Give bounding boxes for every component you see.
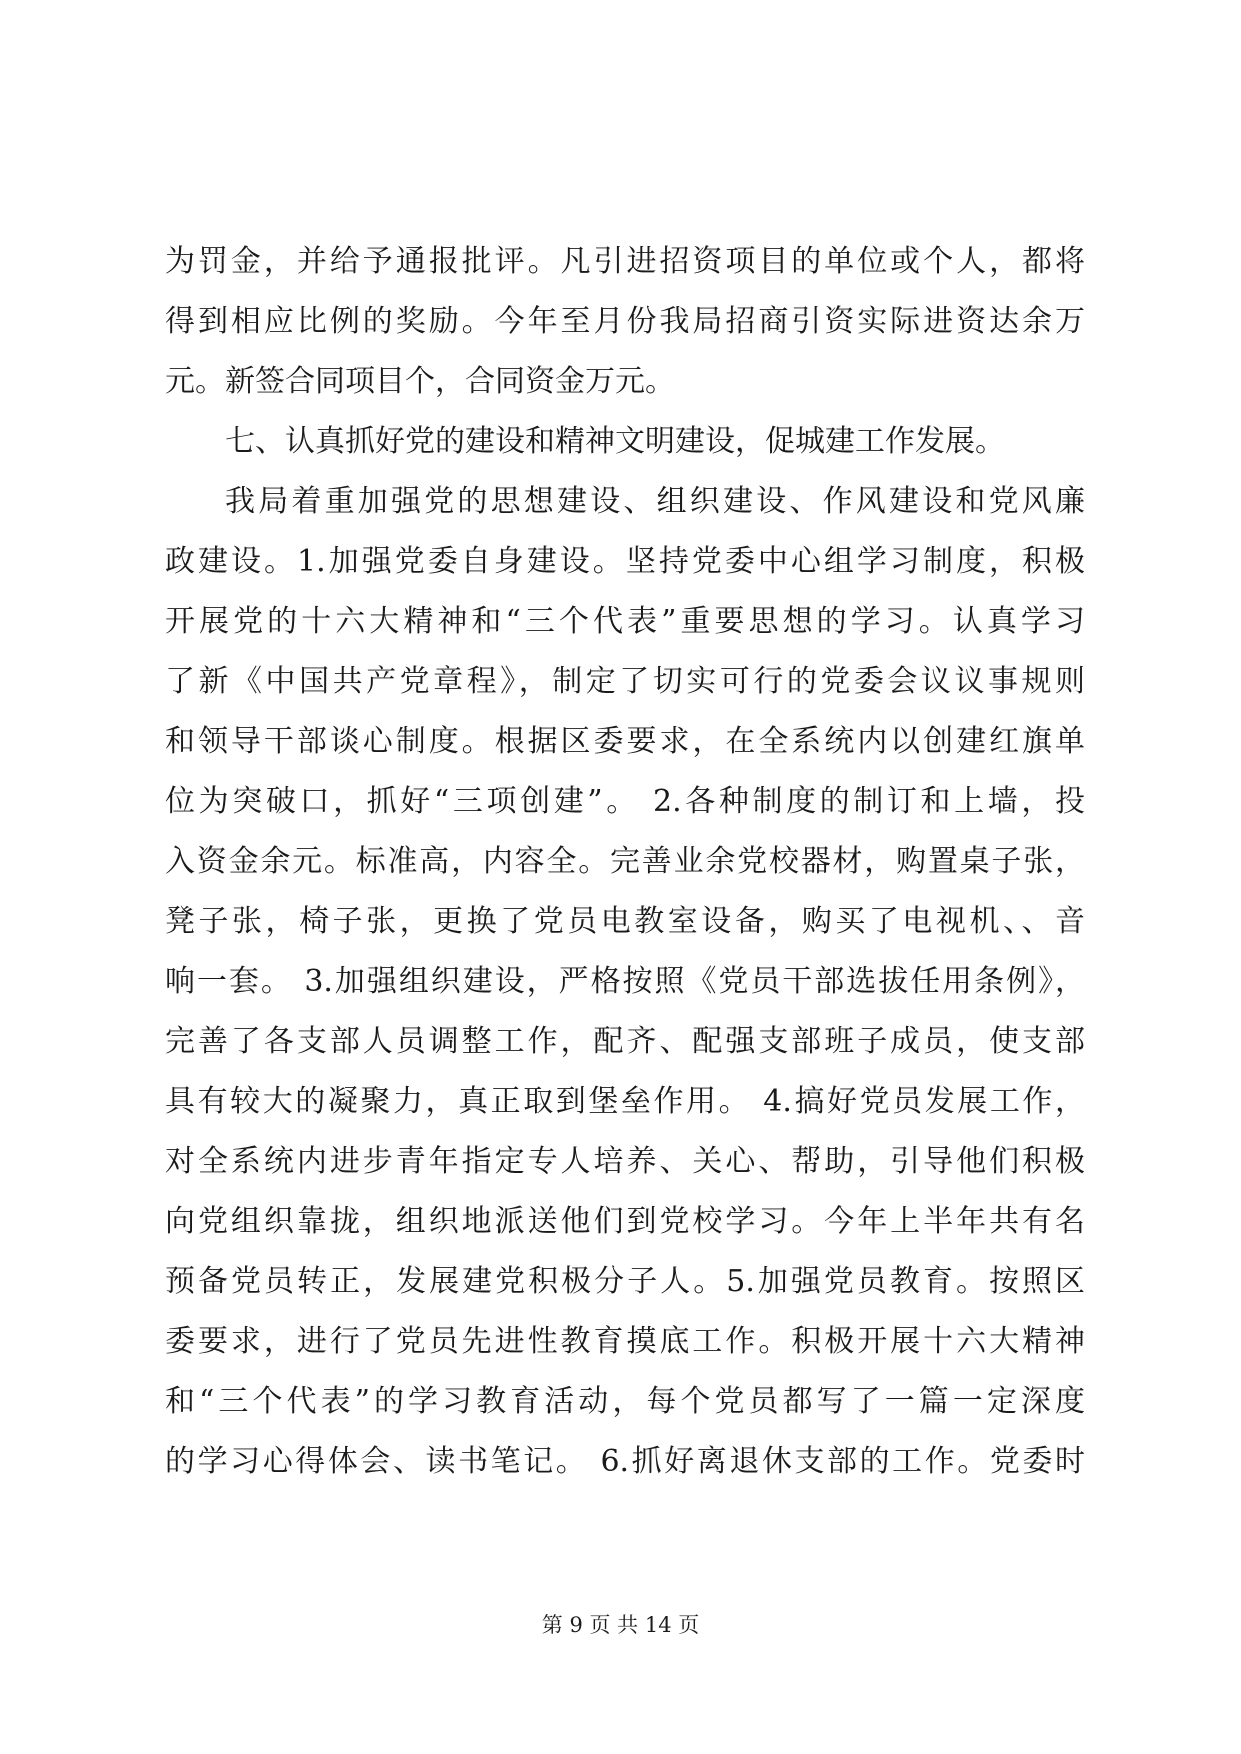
section-heading: 七、认真抓好党的建设和精神文明建设，促城建工作发展。 xyxy=(225,424,1005,459)
text-line: 向党组织靠拢，组织地派送他们到党校学习。今年上半年共有名 xyxy=(165,1204,1085,1239)
text-line: 入资金余元。标准高，内容全。完善业余党校器材，购置桌子张， xyxy=(165,844,1085,879)
text-line: 了新《中国共产党章程》，制定了切实可行的党委会议议事规则 xyxy=(165,664,1085,699)
text-line: 响一套。 3.加强组织建设，严格按照《党员干部选拔任用条例》， xyxy=(165,964,1085,999)
text-line: 委要求，进行了党员先进性教育摸底工作。积极开展十六大精神 xyxy=(165,1324,1085,1359)
text-line: 元。新签合同项目个，合同资金万元。 xyxy=(165,364,675,399)
text-line: 开展党的十六大精神和“三个代表”重要思想的学习。认真学习 xyxy=(165,604,1085,639)
text-line: 位为突破口，抓好“三项创建”。 2.各种制度的制订和上墙，投 xyxy=(165,784,1085,819)
page-number-footer: 第 9 页 共 14 页 xyxy=(541,1613,700,1637)
text-line: 凳子张，椅子张，更换了党员电教室设备，购买了电视机、、音 xyxy=(165,904,1085,939)
text-line: 具有较大的凝聚力，真正取到堡垒作用。 4.搞好党员发展工作， xyxy=(165,1084,1085,1119)
text-line: 我局着重加强党的思想建设、组织建设、作风建设和党风廉 xyxy=(225,484,1085,519)
text-line: 完善了各支部人员调整工作，配齐、配强支部班子成员，使支部 xyxy=(165,1024,1085,1059)
body-text xyxy=(165,232,1085,1492)
text-line: 得到相应比例的奖励。今年至月份我局招商引资实际进资达余万 xyxy=(165,304,1085,339)
text-line: 政建设。1.加强党委自身建设。坚持党委中心组学习制度，积极 xyxy=(165,544,1085,579)
text-line: 的学习心得体会、读书笔记。 6.抓好离退休支部的工作。党委时 xyxy=(165,1444,1085,1479)
text-line: 预备党员转正，发展建党积极分子人。5.加强党员教育。按照区 xyxy=(165,1264,1085,1299)
text-line: 为罚金，并给予通报批评。凡引进招资项目的单位或个人，都将 xyxy=(165,244,1085,279)
text-line: 和“三个代表”的学习教育活动，每个党员都写了一篇一定深度 xyxy=(165,1384,1085,1419)
text-line: 和领导干部谈心制度。根据区委要求，在全系统内以创建红旗单 xyxy=(165,724,1085,759)
text-line: 对全系统内进步青年指定专人培养、关心、帮助，引导他们积极 xyxy=(165,1144,1085,1179)
